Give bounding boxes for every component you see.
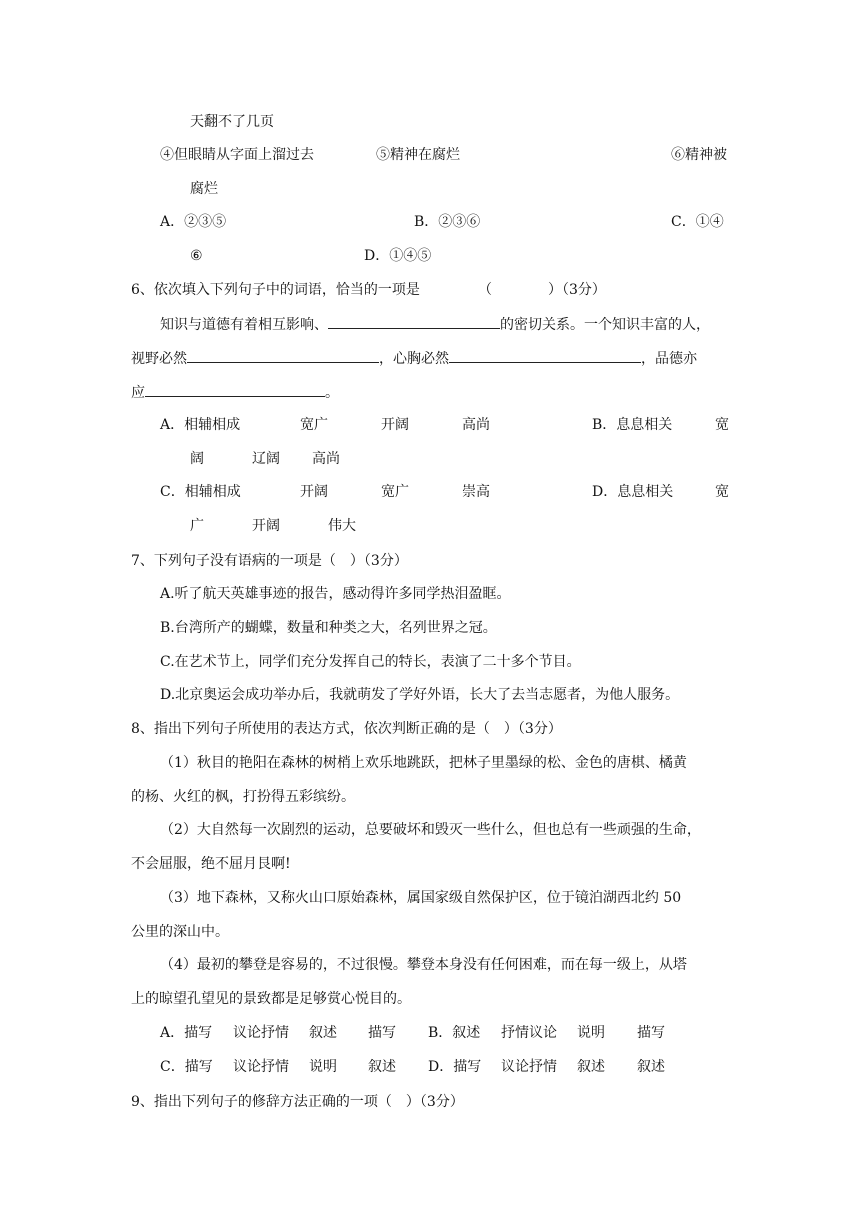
q6-passage-text: 知识与道德有着相互影响、 bbox=[160, 317, 328, 333]
q8-option-b-word: 说明 bbox=[577, 1025, 605, 1041]
fill-blank-1[interactable] bbox=[328, 313, 500, 329]
q6-passage-line1 bbox=[160, 313, 710, 335]
q6-passage-line2 bbox=[131, 347, 697, 369]
fill-blank-3[interactable] bbox=[449, 347, 641, 363]
q5-choice-c-wrap: ⑥ bbox=[190, 248, 203, 264]
q7-option-d: D.北京奥运会成功举办后，我就萌发了学好外语，长大了去当志愿者，为他人服务。 bbox=[160, 687, 680, 703]
q6-option-c-word: 宽广 bbox=[381, 484, 409, 500]
q6-option-d: D．息息相关 bbox=[592, 484, 674, 500]
q9-stem: 9、指出下列句子的修辞方法正确的一项（ ）（3分） bbox=[131, 1094, 464, 1110]
q5-choice-b: B．②③⑥ bbox=[414, 214, 481, 230]
q6-answer-paren: （ ）（3分） bbox=[478, 282, 606, 298]
q8-option-d-word: 议论抒情 bbox=[501, 1059, 557, 1075]
q8-option-c-word: 叙述 bbox=[368, 1059, 396, 1075]
fill-blank-4[interactable] bbox=[145, 381, 325, 397]
q6-passage-text: ，品德亦 bbox=[641, 351, 697, 367]
fill-blank-2[interactable] bbox=[187, 347, 379, 363]
q8-sentence-4-wrap: 上的晾望孔望见的景致都是足够赏心悦目的。 bbox=[131, 991, 411, 1007]
q6-option-d-word: 伟大 bbox=[328, 518, 356, 534]
q8-option-a-word: 描写 bbox=[368, 1025, 396, 1041]
q8-option-b: B．叙述 bbox=[428, 1025, 481, 1041]
q6-option-c: C．相辅相成 bbox=[160, 484, 241, 500]
q6-option-d-word: 开阔 bbox=[252, 518, 280, 534]
q6-passage-text: 视野必然 bbox=[131, 351, 187, 367]
q7-option-c: C.在艺术节上，同学们充分发挥自己的特长，表演了二十多个节目。 bbox=[160, 654, 581, 670]
q5-choice-c: C．①④ bbox=[671, 214, 724, 230]
q8-option-c-word: 说明 bbox=[309, 1059, 337, 1075]
q6-option-a-word: 高尚 bbox=[462, 417, 490, 433]
q8-option-b-word: 描写 bbox=[637, 1025, 665, 1041]
q8-sentence-3: （3）地下森林，又称火山口原始森林，属国家级自然保护区，位于镜泊湖西北约 50 bbox=[160, 890, 682, 906]
q5-option-5: ⑤精神在腐烂 bbox=[376, 147, 460, 163]
q6-passage-text: 。 bbox=[325, 385, 339, 401]
q6-option-b-word: 阔 bbox=[190, 451, 204, 467]
q8-option-a: A．描写 bbox=[160, 1025, 213, 1041]
q8-sentence-2-wrap: 不会屈服，绝不屈月艮啊! bbox=[131, 856, 291, 872]
q6-option-a-word: 宽广 bbox=[300, 417, 328, 433]
q8-sentence-1: （1）秋目的艳阳在森林的树梢上欢乐地跳跃，把林子里墨绿的松、金色的唐棋、橘黄 bbox=[160, 755, 687, 771]
q8-option-d: D．描写 bbox=[428, 1059, 482, 1075]
q6-passage-text: 应 bbox=[131, 385, 145, 401]
q6-option-b: B．息息相关 bbox=[592, 417, 673, 433]
q8-option-b-word: 抒情议论 bbox=[501, 1025, 557, 1041]
q6-option-a-word: 开阔 bbox=[381, 417, 409, 433]
q6-option-d-word: 宽 bbox=[715, 484, 729, 500]
q8-option-a-word: 议论抒情 bbox=[233, 1025, 289, 1041]
q6-stem: 6、依次填入下列句子中的词语，恰当的一项是 bbox=[131, 282, 420, 298]
q6-option-d-word: 广 bbox=[190, 518, 204, 534]
q5-option-6: ⑥精神被 bbox=[671, 147, 727, 163]
q5-option-4: ④但眼睛从字面上溜过去 bbox=[160, 147, 314, 163]
q5-option-6-wrap: 腐烂 bbox=[190, 181, 218, 197]
q8-option-d-word: 叙述 bbox=[637, 1059, 665, 1075]
q6-option-c-word: 崇高 bbox=[462, 484, 490, 500]
q8-sentence-1-wrap: 的杨、火红的枫，打扮得五彩缤纷。 bbox=[131, 789, 355, 805]
q8-sentence-2: （2）大自然每一次剧烈的运动，总要破坏和毁灭一些什么，但也总有一些顽强的生命， bbox=[160, 822, 701, 838]
q6-option-a: A．相辅相成 bbox=[160, 417, 241, 433]
q7-stem: 7、下列句子没有语病的一项是（ ）（3分） bbox=[131, 553, 408, 569]
q8-option-a-word: 叙述 bbox=[309, 1025, 337, 1041]
q5-choice-a: A．②③⑤ bbox=[160, 214, 227, 230]
q8-sentence-4: （4）最初的攀登是容易的，不过很慢。攀登本身没有任何困难，而在每一级上，从塔 bbox=[160, 957, 687, 973]
q6-passage-text: 的密切关系。一个知识丰富的人， bbox=[500, 317, 710, 333]
q7-option-a: A.听了航天英雄事迹的报告，感动得许多同学热泪盈眶。 bbox=[160, 586, 511, 602]
q6-option-b-word: 高尚 bbox=[312, 451, 340, 467]
q6-option-b-word: 宽 bbox=[715, 417, 729, 433]
q8-option-c-word: 议论抒情 bbox=[233, 1059, 289, 1075]
q5-line-continuation: 天翻不了几页 bbox=[190, 114, 274, 130]
q6-option-c-word: 开阔 bbox=[300, 484, 328, 500]
q5-choice-d: D．①④⑤ bbox=[364, 248, 432, 264]
q6-option-b-word: 辽阔 bbox=[252, 451, 280, 467]
q6-passage-text: ，心胸必然 bbox=[379, 351, 449, 367]
q8-stem: 8、指出下列句子所使用的表达方式，依次判断正确的是（ ）（3分） bbox=[131, 721, 562, 737]
q8-option-c: C．描写 bbox=[160, 1059, 213, 1075]
q8-sentence-3-wrap: 公里的深山中。 bbox=[131, 924, 229, 940]
q7-option-b: B.台湾所产的蝴蝶，数量和种类之大，名列世界之冠。 bbox=[160, 620, 497, 636]
q8-option-d-word: 叙述 bbox=[577, 1059, 605, 1075]
q6-passage-line3 bbox=[131, 381, 339, 403]
